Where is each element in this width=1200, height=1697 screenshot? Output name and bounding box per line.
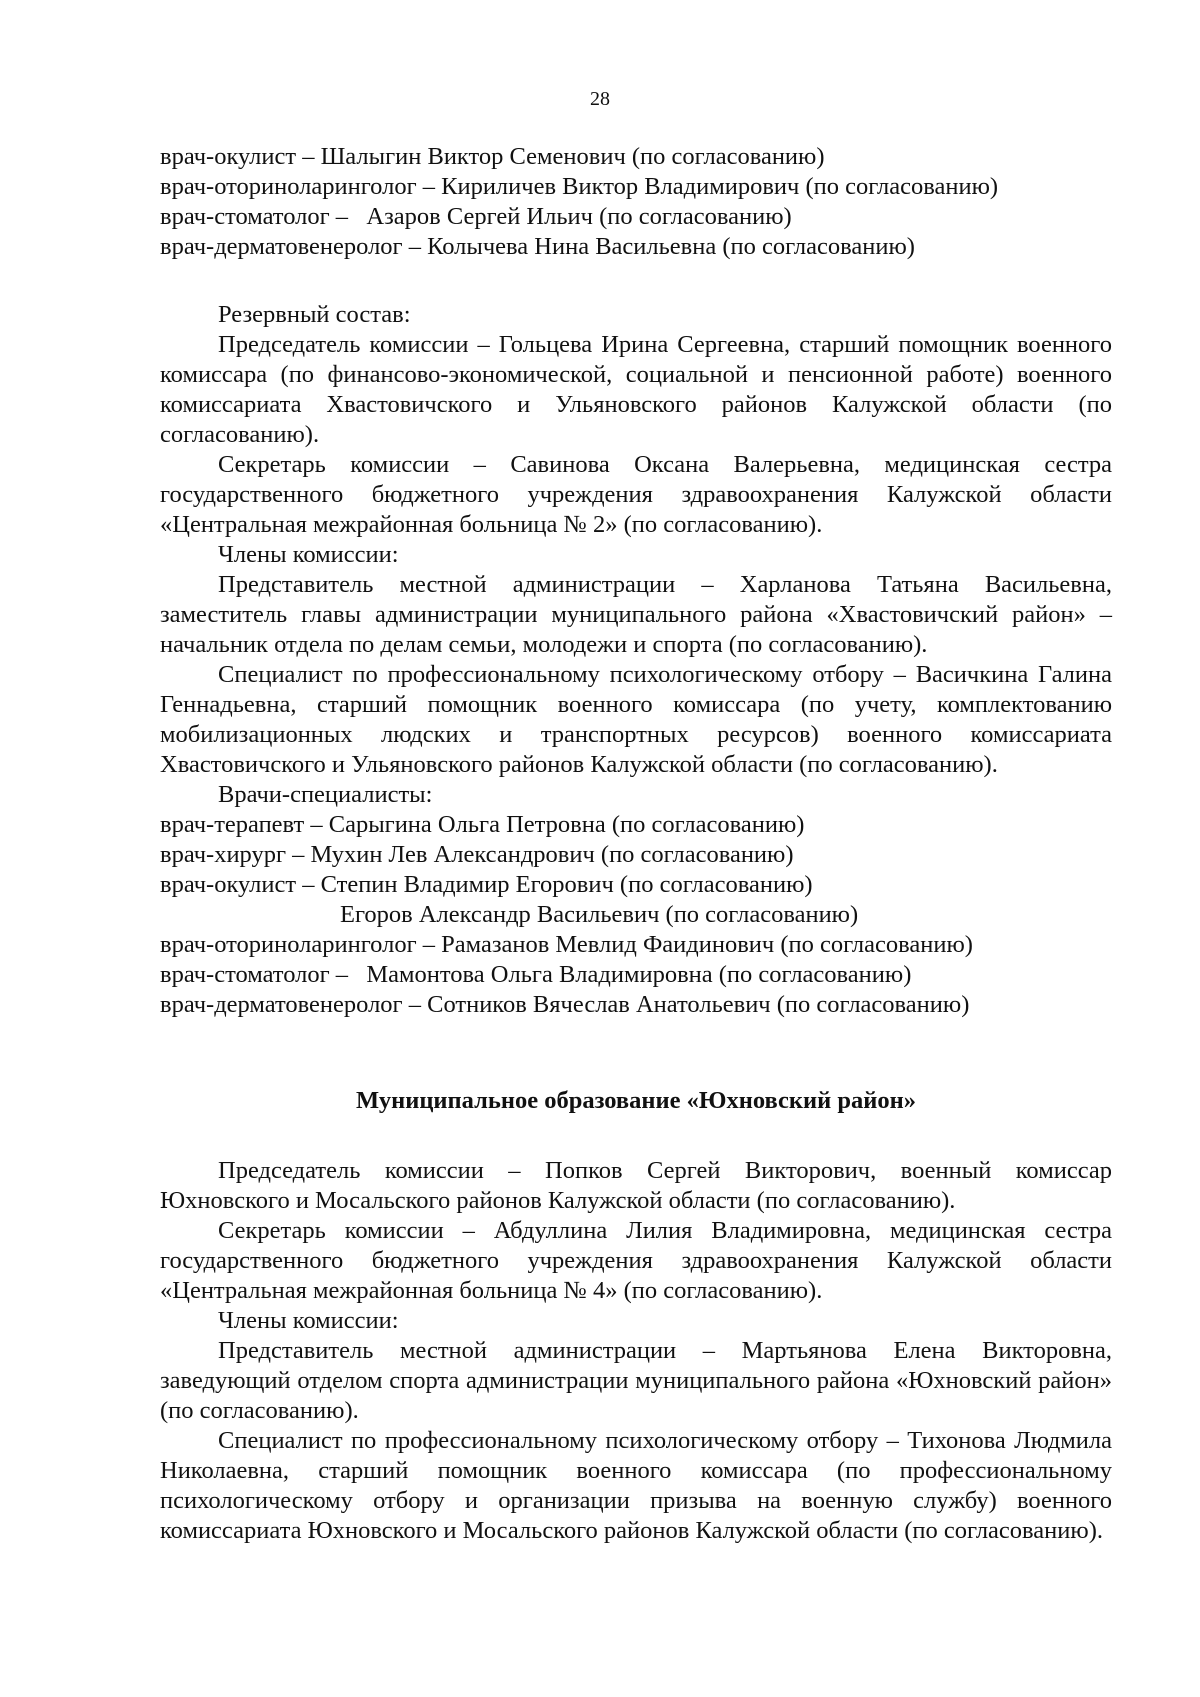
yukhnov-chairman: Председатель комиссии – Попков Сергей Викторович, военный комиссар Юхновского и Мосальского районов Калужской области (по согласованию).	[160, 1157, 1112, 1214]
yukhnov-section	[160, 1156, 1112, 1546]
list-item: врач-оториноларинголог – Кириличев Виктор Владимирович (по согласованию)	[160, 173, 999, 200]
list-item: врач-терапевт – Сарыгина Ольга Петровна (по согласованию)	[160, 811, 805, 838]
list-item: врач-хирург – Мухин Лев Александрович (по согласованию)	[160, 841, 794, 868]
list-item: Егоров Александр Васильевич (по согласованию)	[340, 901, 859, 928]
list-item: врач-окулист – Степин Владимир Егорович (по согласованию)	[160, 871, 813, 898]
page-number: 28	[590, 88, 610, 110]
reserve-admin-representative: Представитель местной администрации – Харланова Татьяна Васильевна, заместитель главы администрации муниципального района «Хвастовичский район» – начальник отдела по делам семьи, молодежи и спорта (по согласованию).	[160, 571, 1112, 658]
list-item: врач-дерматовенеролог – Сотников Вячеслав Анатольевич (по согласованию)	[160, 991, 970, 1018]
reserve-psych-specialist: Специалист по профессиональному психологическому отбору – Васичкина Галина Геннадьевна, старший помощник военного комиссара (по учету, комплектованию мобилизационных людских и транспортных ресурсов) военного комиссариата Хвастовичского и Ульяновского районов Калужской области (по согласованию).	[160, 661, 1112, 778]
reserve-section	[160, 300, 1112, 1020]
reserve-chairman: Председатель комиссии – Гольцева Ирина Сергеевна, старший помощник военного комиссара (по финансово-экономической, социальной и пенсионной работе) военного комиссариата Хвастовичского и Ульяновского районов Калужской области (по согласованию).	[160, 331, 1112, 448]
reserve-secretary: Секретарь комиссии – Савинова Оксана Валерьевна, медицинская сестра государственного бюджетного учреждения здравоохранения Калужской области «Центральная межрайонная больница № 2» (по согласованию).	[160, 451, 1112, 538]
yukhnov-admin-representative: Представитель местной администрации – Мартьянова Елена Викторовна, заведующий отделом спорта администрации муниципального района «Юхновский район» (по согласованию).	[160, 1337, 1112, 1424]
list-item: врач-дерматовенеролог – Колычева Нина Васильевна (по согласованию)	[160, 233, 915, 260]
yukhnov-secretary: Секретарь комиссии – Абдуллина Лилия Владимировна, медицинская сестра государственного бюджетного учреждения здравоохранения Калужской области «Центральная межрайонная больница № 4» (по согласованию).	[160, 1217, 1112, 1304]
list-item: врач-оториноларинголог – Рамазанов Мевлид Фаидинович (по согласованию)	[160, 931, 973, 958]
section-heading: Муниципальное образование «Юхновский район»	[356, 1087, 916, 1114]
reserve-heading: Резервный состав:	[218, 301, 411, 328]
top-doctor-list	[160, 142, 1112, 262]
reserve-doctors-label: Врачи-специалисты:	[218, 781, 433, 808]
list-item: врач-окулист – Шалыгин Виктор Семенович (по согласованию)	[160, 143, 825, 170]
list-item: врач-стоматолог – Азаров Сергей Ильич (по согласованию)	[160, 203, 792, 230]
yukhnov-psych-specialist: Специалист по профессиональному психологическому отбору – Тихонова Людмила Николаевна, старший помощник военного комиссара (по профессиональному психологическому отбору и организации призыва на военную службу) военного комиссариата Юхновского и Мосальского районов Калужской области (по согласованию).	[160, 1427, 1112, 1544]
list-item: врач-стоматолог – Мамонтова Ольга Владимировна (по согласованию)	[160, 961, 912, 988]
yukhnov-members-label: Члены комиссии:	[218, 1307, 399, 1334]
reserve-members-label: Члены комиссии:	[218, 541, 399, 568]
